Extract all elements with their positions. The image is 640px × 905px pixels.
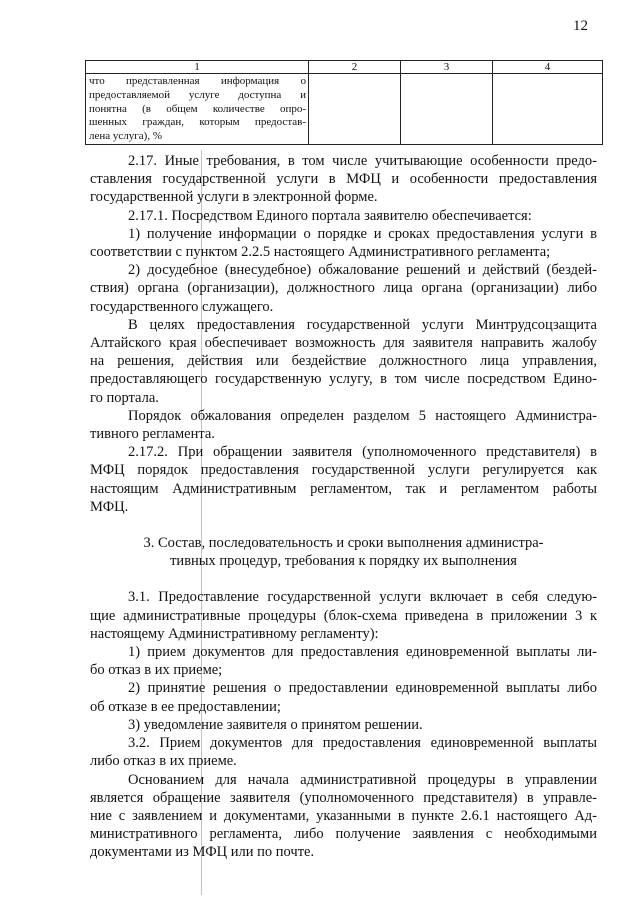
text-line: предоставляющего государственную услугу, в том числе посредством Едино- — [90, 371, 597, 388]
text-line: 2.17.2. При обращении заявителя (уполномоченного представителя) в — [128, 444, 597, 461]
text-line: государственного служащего. — [90, 298, 274, 315]
paragraph-3-2 — [90, 734, 597, 770]
table-cell-indicator — [86, 74, 309, 145]
text-line: министративного регламента, либо получение заявления с необходимыми — [90, 826, 597, 843]
text-line: либо отказ в их приеме. — [90, 753, 237, 770]
heading-line: тивных процедур, требования к порядку их выполнения — [170, 553, 517, 570]
text-line: МФЦ порядок предоставления государственной услуги регулируется как — [90, 462, 597, 479]
paragraph-2-17-1 — [90, 207, 597, 225]
paragraph-2-17 — [90, 152, 597, 207]
table-row — [86, 74, 603, 145]
paragraph-3-1 — [90, 588, 597, 643]
table-header-col-3: 3 — [401, 61, 493, 74]
paragraph-procedure-3 — [90, 716, 597, 734]
text-line: 3) уведомление заявителя о принятом решении. — [128, 716, 423, 733]
page-number: 12 — [573, 18, 588, 34]
table-cell-empty — [493, 74, 603, 145]
text-line: об отказе в ее предоставлении; — [90, 698, 281, 715]
table-header-row — [86, 61, 603, 74]
text-line: 2) досудебное (внесудебное) обжалование решений и действий (бездей- — [128, 262, 597, 279]
text-line: документами из МФЦ или по почте. — [90, 844, 315, 861]
text-line: Алтайского края обеспечивает возможность для заявителя направить жалобу — [90, 335, 597, 352]
table-cell-line: что представленная информация о — [89, 75, 306, 87]
text-line: настоящему Административному регламенту): — [90, 625, 379, 642]
table-header-col-2: 2 — [309, 61, 401, 74]
section-heading — [90, 534, 597, 570]
table-cell-empty — [401, 74, 493, 145]
paragraph-appeal-order — [90, 407, 597, 443]
text-line: 2.17.1. Посредством Единого портала заявителю обеспечивается: — [128, 207, 532, 224]
table-header-col-1: 1 — [86, 61, 309, 74]
text-line: бо отказ в их приеме; — [90, 662, 223, 679]
paragraph-item-1 — [90, 225, 597, 261]
text-line: 2.17. Иные требования, в том числе учитывающие особенности предо- — [128, 153, 597, 169]
table-cell-empty — [309, 74, 401, 145]
table-cell-line: предоставляемой услуге доступна и — [89, 88, 306, 101]
text-line: 3.2. Прием документов для предоставления единовременной выплаты — [128, 735, 597, 752]
text-line: соответствии с пунктом 2.2.5 настоящего Административного регламента; — [90, 244, 551, 261]
document-body — [90, 152, 597, 862]
text-line: В целях предоставления государственной услуги Минтрудсоцзащита — [128, 316, 597, 333]
text-line: ставления государственной услуги в МФЦ и особенности предоставления — [90, 171, 597, 188]
text-line: 3.1. Предоставление государственной услуги включает в себя следую- — [128, 589, 597, 606]
text-line: 1) прием документов для предоставления единовременной выплаты ли- — [128, 644, 597, 661]
paragraph-complaint — [90, 316, 597, 407]
text-line: щие административные процедуры (блок-схема приведена в приложении 3 к — [90, 607, 597, 624]
heading-line: 3. Состав, последовательность и сроки выполнения администра- — [143, 535, 544, 552]
paragraph-basis — [90, 771, 597, 862]
table-cell-line: шенных граждан, которым предостав- — [89, 116, 306, 129]
paragraph-procedure-2 — [90, 679, 597, 715]
text-line: тивного регламента. — [90, 426, 215, 443]
paragraph-item-2 — [90, 261, 597, 316]
text-line: является обращение заявителя (уполномоченного представителя) в управле- — [90, 789, 597, 806]
text-line: Основанием для начала административной процедуры в управлении — [128, 771, 597, 788]
indicator-table — [85, 60, 603, 145]
text-line: Порядок обжалования определен разделом 5 настоящего Администра- — [128, 407, 597, 424]
text-line: ствия) органа (организации), должностного лица органа (организации) либо — [90, 280, 597, 297]
text-line: 2) принятие решения о предоставлении единовременной выплаты либо — [128, 680, 597, 697]
table-cell-line: понятна (в общем количестве опро- — [89, 102, 306, 115]
table-header-col-4: 4 — [493, 61, 603, 74]
text-line: 1) получение информации о порядке и сроках предоставления услуги в — [128, 225, 597, 242]
table-cell-line: лена услуга), % — [89, 130, 162, 143]
text-line: го портала. — [90, 389, 159, 406]
text-line: ние с заявлением и документами, указанными в пункте 2.6.1 настоящего Ад- — [90, 807, 597, 824]
paragraph-2-17-2 — [90, 443, 597, 516]
text-line: государственной услуги в электронной форме. — [90, 189, 378, 206]
text-line: на решения, действия или бездействие должностного лица управления, — [90, 353, 597, 370]
text-line: настоящим Административным регламентом, так и регламентом работы — [90, 480, 597, 497]
text-line: МФЦ. — [90, 498, 129, 515]
paragraph-procedure-1 — [90, 643, 597, 679]
